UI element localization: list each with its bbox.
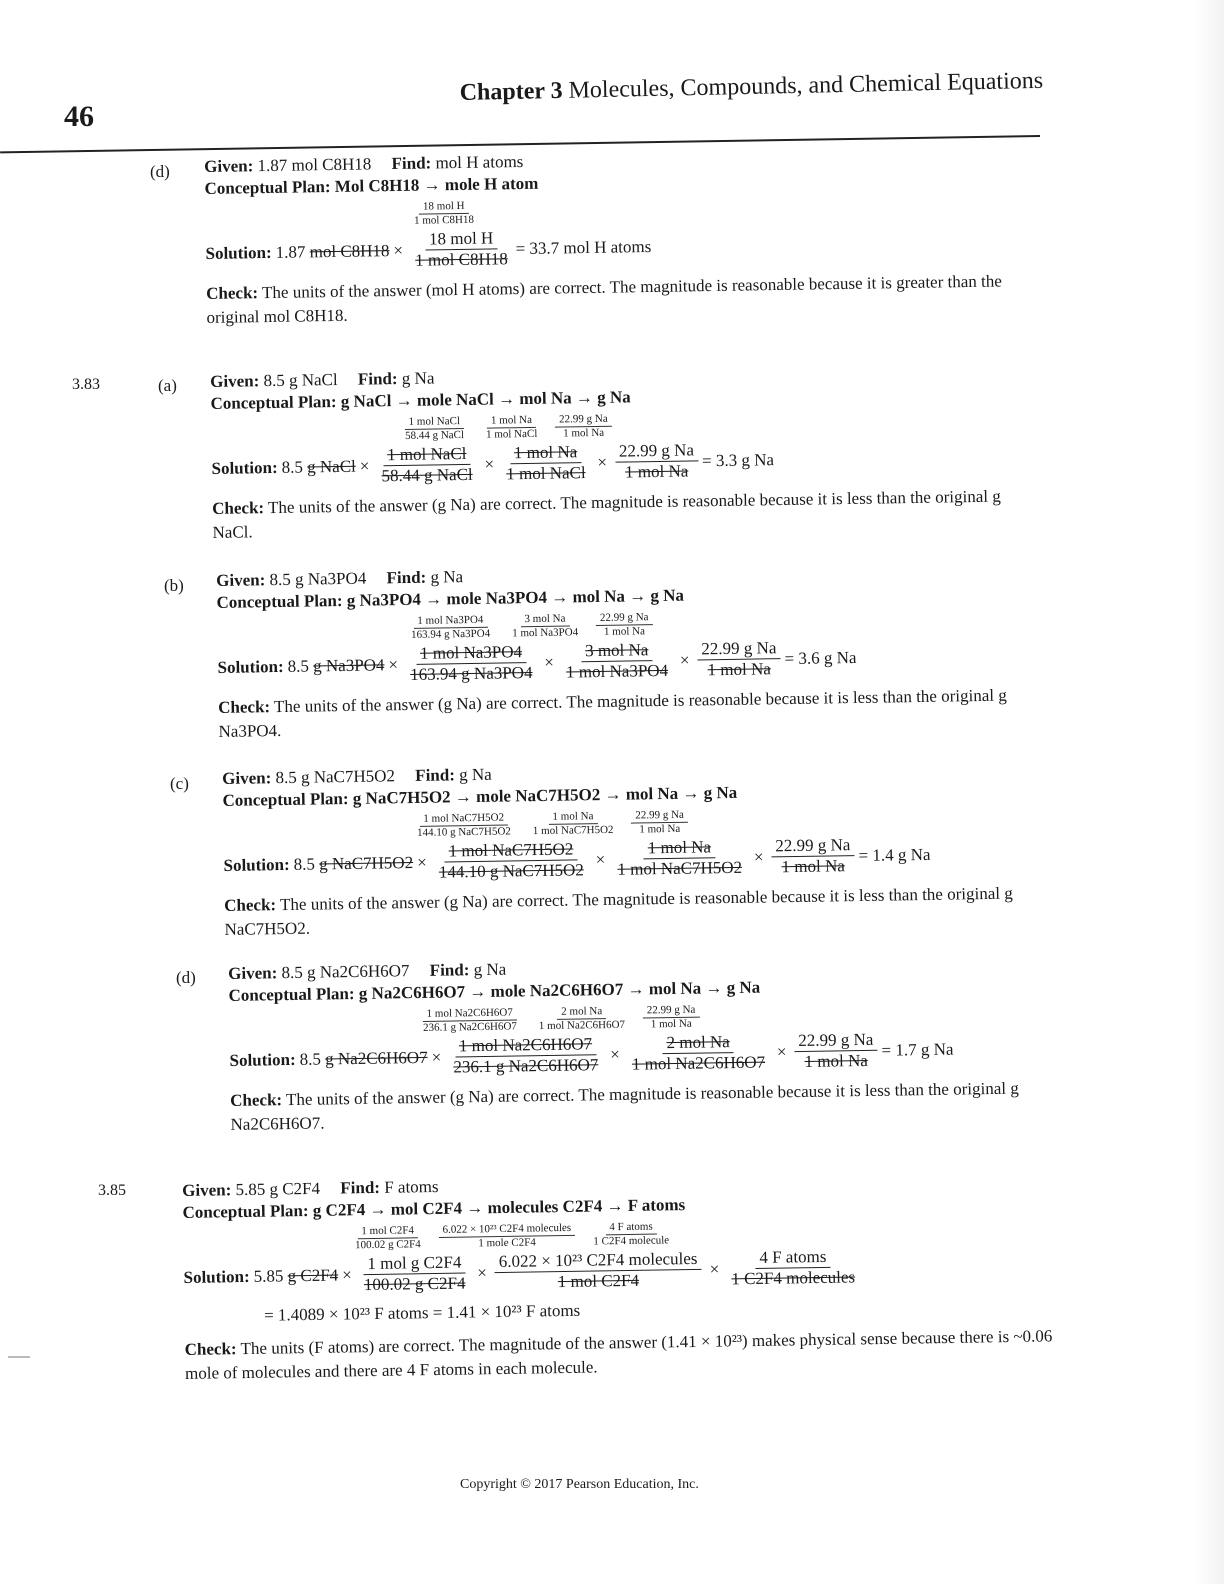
problem-3-83-b: Given: 8.5 g Na3PO4 Find: g Na Conceptual Plan: g Na3PO4 → mole Na3PO4 → mol Na → g Na $\frac{\text{1 mol Na3PO4}}{\text{163.94 g Na3PO4}}$ $\frac{\text{3 mol Na}}{\text{1 mol Na3PO4}}$ $\frac{\text{22.99 g Na}}{\text{1 mol Na}}$ Solution: 8.5 g Na3PO4 × $\frac{\text{1 mol Na3PO4}}{\text{163.94 g Na3PO4}}$ × $\frac{\text{3 mol Na}}{\text{1 mol Na3PO4}}$ × $\frac{\text{22.99 g Na}}{\text{1 mol Na}}$ = 3.6 g Na Check: The units of the answer (g Na) are correct. The magnitude is reasonable because it is less than the original g Na3PO4. <box>216 557 1049 744</box>
solution-line: Solution: 8.5 g Na3PO4 × $\frac{\text{1 mol Na3PO4}}{\text{163.94 g Na3PO4}}$ × $\frac{\text{3 mol Na}}{\text{1 mol Na3PO4}}$ × $\frac{\text{22.99 g Na}}{\text{1 mol Na}}$ = 3.6 g Na <box>217 638 857 684</box>
solution-result: = 1.4089 × 10²³ F atoms = 1.41 × 10²³ F atoms <box>263 1300 581 1325</box>
check-paragraph: Check: The units of the answer (g Na) are correct. The magnitude is reasonable because it is less than the original g NaCl. <box>212 486 1001 542</box>
find-label: Find: <box>391 153 432 174</box>
conversion-fraction: $\frac{\text{1 mol Na}}{\text{1 mol NaC7H5O2}}$ <box>617 837 743 879</box>
solution-result: = 3.6 g Na <box>784 647 857 668</box>
plan-factor: $\frac{\text{1 mol NaCl}}{\text{58.44 g NaCl}}$ <box>404 415 465 442</box>
plan-factor: $\frac{\text{3 mol Na}}{\text{1 mol Na3PO4}}$ <box>512 612 579 640</box>
problem-3-83-a: Given: 8.5 g NaCl Find: g Na Conceptual Plan: g NaCl → mole NaCl → mol Na → g Na $\frac{\text{1 mol NaCl}}{\text{58.44 g NaCl}}$ $\frac{\text{1 mol Na}}{\text{1 mol NaCl}}$ $\frac{\text{22.99 g Na}}{\text{1 mol Na}}$ Solution: 8.5 g NaCl × $\frac{\text{1 mol NaCl}}{\text{58.44 g NaCl}}$ × $\frac{\text{1 mol Na}}{\text{1 mol NaCl}}$ × $\frac{\text{22.99 g Na}}{\text{1 mol Na}}$ = 3.3 g Na Check: The units of the answer (g Na) are correct. The magnitude is reasonable because it is less than the original g NaCl. <box>210 358 1043 545</box>
check-paragraph: Check: The units of the answer (g Na) are correct. The magnitude is reasonable because it is less than the original g Na2C6H6O7. <box>230 1078 1019 1134</box>
part-label: (c) <box>170 774 189 793</box>
solution-line: Solution: 1.87 mol C8H18 × $\frac{\text{18 mol H}}{\text{1 mol C8H18}}$ = 33.7 mol H atoms <box>205 228 652 270</box>
plan-value: g C2F4 → mol C2F4 → molecules C2F4 → F atoms <box>312 1195 686 1220</box>
conversion-fraction: $\frac{\text{3 mol Na}}{\text{1 mol Na3PO4}}$ <box>565 640 669 682</box>
problem-3-83-d: Given: 8.5 g Na2C6H6O7 Find: g Na Conceptual Plan: g Na2C6H6O7 → mole Na2C6H6O7 → mol Na → g Na $\frac{\text{1 mol Na2C6H6O7}}{\text{236.1 g Na2C6H6O7}}$ $\frac{\text{2 mol Na}}{\text{1 mol Na2C6H6O7}}$ $\frac{\text{22.99 g Na}}{\text{1 mol Na}}$ Solution: 8.5 g Na2C6H6O7 × $\frac{\text{1 mol Na2C6H6O7}}{\text{236.1 g Na2C6H6O7}}$ × $\frac{\text{2 mol Na}}{\text{1 mol Na2C6H6O7}}$ × $\frac{\text{22.99 g Na}}{\text{1 mol Na}}$ = 1.7 g Na Check: The units of the answer (g Na) are correct. The magnitude is reasonable because it is less than the original g Na2C6H6O7. <box>228 950 1061 1137</box>
plan-factor: $\frac{\text{6.022 × 10²³ C2F4 molecules}}{\text{1 mole C2F4}}$ <box>438 1222 575 1251</box>
conversion-fraction: $\frac{\text{1 mol Na3PO4}}{\text{163.94 g Na3PO4}}$ <box>410 642 533 684</box>
conversion-fraction: $\frac{\text{22.99 g Na}}{\text{1 mol Na}}$ <box>794 1030 878 1072</box>
find-value: g Na <box>473 959 507 980</box>
conversion-fraction: $\frac{\text{1 mol Na}}{\text{1 mol NaCl}}$ <box>506 442 586 484</box>
plan-value: g NaC7H5O2 → mole NaC7H5O2 → mol Na → g Na <box>352 782 738 808</box>
conversion-fraction: $\frac{\text{18 mol H}}{\text{1 mol C8H18}}$ <box>415 228 508 270</box>
check-paragraph: Check: The units of the answer (g Na) are correct. The magnitude is reasonable because it is less than the original g NaC7H5O2. <box>224 883 1013 939</box>
given-value: 8.5 g NaCl <box>263 369 338 391</box>
check-paragraph: Check: The units of the answer (g Na) are correct. The magnitude is reasonable because it is less than the original g Na3PO4. <box>218 685 1007 741</box>
page-number: 46 <box>64 100 94 133</box>
find-value: F atoms <box>384 1176 439 1197</box>
part-label: (a) <box>158 376 177 395</box>
problem-number: 3.85 <box>98 1182 126 1199</box>
conversion-fraction: $\frac{\text{22.99 g Na}}{\text{1 mol Na}}$ <box>697 638 781 680</box>
plan-factor: $\frac{\text{1 mol Na3PO4}}{\text{163.94 g Na3PO4}}$ <box>410 613 491 641</box>
solution-result: = 1.7 g Na <box>881 1039 954 1060</box>
solution-line: Solution: 5.85 g C2F4 × $\frac{\text{1 mol g C2F4}}{\text{100.02 g C2F4}}$ × $\frac{\text{6.022 × 10²³ C2F4 molecules}}{\text{1 mol C2F4}}$ × $\frac{\text{4 F atoms}}{\text{1 C2F4 molecules}}$ <box>183 1243 1064 1298</box>
plan-factor: $\frac{\text{22.99 g Na}}{\text{1 mol Na}}$ <box>631 809 688 837</box>
conversion-fraction: $\frac{\text{22.99 g Na}}{\text{1 mol Na}}$ <box>615 440 699 482</box>
check-paragraph: Check: The units of the answer (mol H atoms) are correct. The magnitude is reasonable because it is greater than the original mol C8H18. <box>206 271 1002 327</box>
find-value: g Na <box>459 764 492 785</box>
problem-3-83-c: Given: 8.5 g NaC7H5O2 Find: g Na Conceptual Plan: g NaC7H5O2 → mole NaC7H5O2 → mol Na → g Na $\frac{\text{1 mol NaC7H5O2}}{\text{144.10 g NaC7H5O2}}$ $\frac{\text{1 mol Na}}{\text{1 mol NaC7H5O2}}$ $\frac{\text{22.99 g Na}}{\text{1 mol Na}}$ Solution: 8.5 g NaC7H5O2 × $\frac{\text{1 mol NaC7H5O2}}{\text{144.10 g NaC7H5O2}}$ × $\frac{\text{1 mol Na}}{\text{1 mol NaC7H5O2}}$ × $\frac{\text{22.99 g Na}}{\text{1 mol Na}}$ = 1.4 g Na Check: The units of the answer (g Na) are correct. The magnitude is reasonable because it is less than the original g NaC7H5O2. <box>222 755 1055 942</box>
given-value: 8.5 g Na2C6H6O7 <box>281 961 410 983</box>
solution-line: Solution: 8.5 g NaC7H5O2 × $\frac{\text{1 mol NaC7H5O2}}{\text{144.10 g NaC7H5O2}}$ × $\frac{\text{1 mol Na}}{\text{1 mol NaC7H5O2}}$ × $\frac{\text{22.99 g Na}}{\text{1 mol Na}}$ = 1.4 g Na <box>223 835 931 882</box>
conversion-fraction: $\frac{\text{1 mol NaC7H5O2}}{\text{144.10 g NaC7H5O2}}$ <box>438 839 584 882</box>
plan-factor: $\frac{\text{18 mol H}}{\text{1 mol C8H18}}$ <box>413 199 475 227</box>
plan-factor: $\frac{\text{1 mol Na}}{\text{1 mol NaC7H5O2}}$ <box>532 810 614 838</box>
given-value: 8.5 g Na3PO4 <box>269 568 367 590</box>
plan-factor: $\frac{\text{1 mol Na}}{\text{1 mol NaCl}}$ <box>485 413 538 441</box>
plan-value: Mol C8H18 → mole H atom <box>334 173 539 196</box>
plan-factor: $\frac{\text{1 mol Na2C6H6O7}}{\text{236.1 g Na2C6H6O7}}$ <box>422 1006 517 1034</box>
conversion-fraction: $\frac{\text{1 mol NaCl}}{\text{58.44 g NaCl}}$ <box>381 443 473 486</box>
problem-3-81-d <box>204 143 1047 330</box>
find-value: g Na <box>401 368 435 388</box>
plan-value: g NaCl → mole NaCl → mol Na → g Na <box>340 387 631 411</box>
part-label: (b) <box>164 576 184 595</box>
given-value: 8.5 g NaC7H5O2 <box>275 766 396 788</box>
solution-label: Solution: <box>205 242 272 263</box>
plan-label: Conceptual Plan: <box>204 177 331 198</box>
find-value: g Na <box>430 567 464 587</box>
conversion-fraction: $\frac{\text{6.022 × 10²³ C2F4 molecules}}{\text{1 mol C2F4}}$ <box>495 1249 702 1293</box>
plan-factor: $\frac{\text{1 mol C2F4}}{\text{100.02 g C2F4}}$ <box>354 1224 421 1252</box>
conversion-fraction: $\frac{\text{1 mol g C2F4}}{\text{100.02 g C2F4}}$ <box>363 1252 466 1295</box>
copyright-footer: Copyright © 2017 Pearson Education, Inc. <box>460 1477 699 1492</box>
conversion-fraction: $\frac{\text{4 F atoms}}{\text{1 C2F4 molecules}}$ <box>731 1246 856 1289</box>
plan-factor: $\frac{\text{22.99 g Na}}{\text{1 mol Na}}$ <box>596 611 653 639</box>
check-paragraph: Check: The units (F atoms) are correct. The magnitude of the answer (1.41 × 10²³) makes physical sense because there is ~0.06 mole of molecules and there are 4 F atoms in each molecule. <box>184 1326 1053 1383</box>
solution-start: 1.87 <box>275 241 306 262</box>
given-value: 5.85 g C2F4 <box>235 1178 321 1200</box>
plan-factor: $\frac{\text{1 mol NaC7H5O2}}{\text{144.10 g NaC7H5O2}}$ <box>416 811 511 839</box>
plan-factor: $\frac{\text{4 F atoms}}{\text{1 C2F4 molecule}}$ <box>593 1220 670 1248</box>
find-value: mol H atoms <box>435 151 524 173</box>
solution-line: Solution: 8.5 g Na2C6H6O7 × $\frac{\text{1 mol Na2C6H6O7}}{\text{236.1 g Na2C6H6O7}}$ × $\frac{\text{2 mol Na}}{\text{1 mol Na2C6H6O7}}$ × $\frac{\text{22.99 g Na}}{\text{1 mol Na}}$ = 1.7 g Na <box>229 1029 954 1077</box>
conversion-fraction: $\frac{\text{2 mol Na}}{\text{1 mol Na2C6H6O7}}$ <box>631 1032 766 1074</box>
problem-3-85: Given: 5.85 g C2F4 Find: F atoms Conceptual Plan: g C2F4 → mol C2F4 → molecules C2F4 → F atoms $\frac{\text{1 mol C2F4}}{\text{100.02 g C2F4}}$ $\frac{\text{6.022 × 10²³ C2F4 molecules}}{\text{1 mole C2F4}}$ $\frac{\text{4 F atoms}}{\text{1 C2F4 molecule}}$ Solution: 5.85 g C2F4 × $\frac{\text{1 mol g C2F4}}{\text{100.02 g C2F4}}$ × $\frac{\text{6.022 × 10²³ C2F4 molecules}}{\text{1 mol C2F4}}$ × $\frac{\text{4 F atoms}}{\text{1 C2F4 molecules}}$ = 1.4089 × 10²³ F atoms = 1.41 × 10²³ F atoms Check: The units (F atoms) are correct. The magnitude of the answer (1.41 × 10²³) makes physical sense because there is ~0.06 mole of molecules and there are 4 F atoms in each molecule. <box>182 1166 1065 1386</box>
plan-value: g Na3PO4 → mole Na3PO4 → mol Na → g Na <box>346 585 685 610</box>
page-edge-shadow <box>1194 0 1224 1584</box>
margin-mark <box>8 1356 30 1358</box>
chapter-number: Chapter 3 <box>459 77 563 107</box>
problem-number: 3.83 <box>72 376 100 393</box>
solution-result: = 33.7 mol H atoms <box>515 236 652 258</box>
solution-result: = 3.3 g Na <box>701 449 775 470</box>
conversion-fraction: $\frac{\text{22.99 g Na}}{\text{1 mol Na}}$ <box>771 835 855 877</box>
cancelled-unit: mol C8H18 <box>309 240 390 261</box>
given-label: Given: <box>204 156 254 176</box>
solution-result: = 1.4 g Na <box>858 844 931 865</box>
plan-factor: $\frac{\text{2 mol Na}}{\text{1 mol Na2C6H6O7}}$ <box>538 1005 626 1033</box>
part-label: (d) <box>176 968 196 987</box>
plan-value: g Na2C6H6O7 → mole Na2C6H6O7 → mol Na → g Na <box>358 977 761 1003</box>
conversion-fraction: $\frac{\text{1 mol Na2C6H6O7}}{\text{236.1 g Na2C6H6O7}}$ <box>453 1034 599 1077</box>
chapter-name: Molecules, Compounds, and Chemical Equations <box>568 67 1044 104</box>
part-label: (d) <box>150 162 170 181</box>
given-value: 1.87 mol C8H18 <box>257 154 372 176</box>
plan-factor: $\frac{\text{22.99 g Na}}{\text{1 mol Na}}$ <box>643 1004 700 1032</box>
chapter-title <box>459 68 1043 107</box>
plan-factor: $\frac{\text{22.99 g Na}}{\text{1 mol Na}}$ <box>555 413 612 441</box>
solution-line: Solution: 8.5 g NaCl × $\frac{\text{1 mol NaCl}}{\text{58.44 g NaCl}}$ × $\frac{\text{1 mol Na}}{\text{1 mol NaCl}}$ × $\frac{\text{22.99 g Na}}{\text{1 mol Na}}$ = 3.3 g Na <box>211 440 775 486</box>
